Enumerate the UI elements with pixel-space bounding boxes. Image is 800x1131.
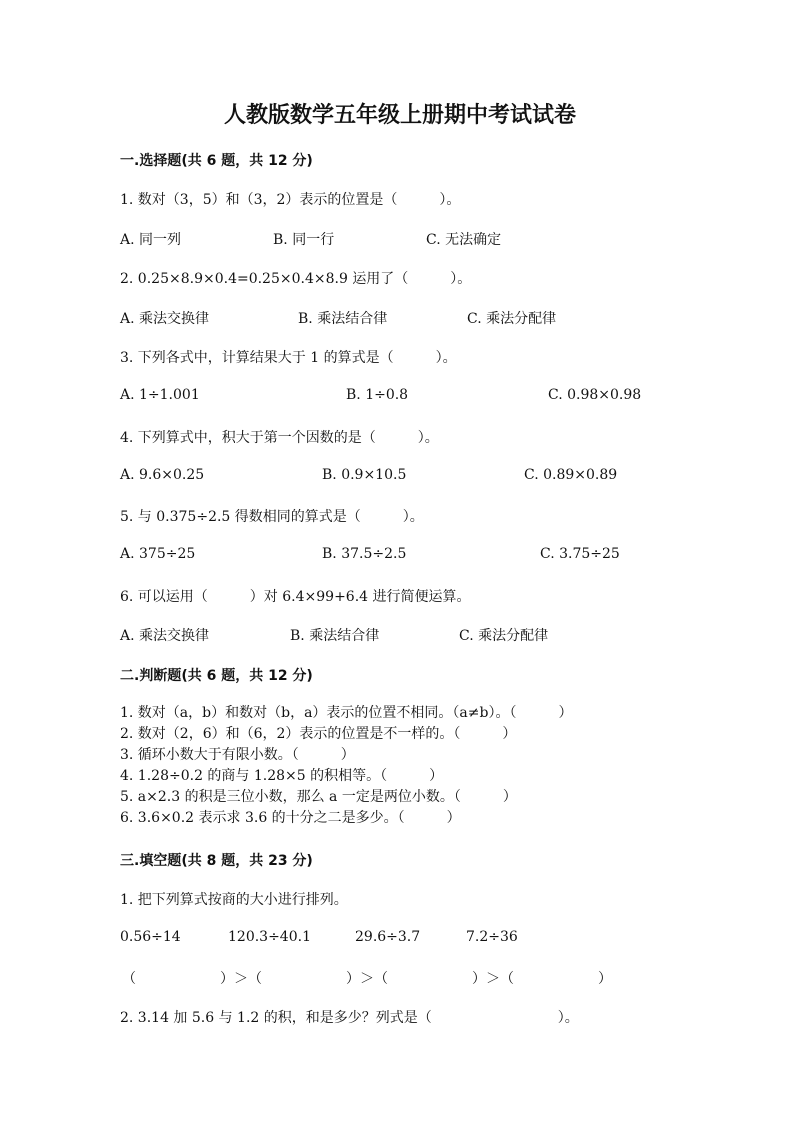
expression: 0.56÷14 [120,929,181,945]
option-a: A. 同一列 [120,232,182,248]
option-a: A. 9.6×0.25 [120,467,205,483]
option-a: A. 乘法交换律 [120,628,210,644]
true-false-item: 5. a×2.3 的积是三位小数，那么 a 一定是两位小数。（ ） [120,789,517,805]
option-c: C. 乘法分配律 [459,628,549,644]
option-b: B. 37.5÷2.5 [322,546,407,562]
expression: 120.3÷40.1 [228,929,311,945]
question-text: 2. 0.25×8.9×0.4=0.25×0.4×8.9 运用了（ ）。 [120,271,472,287]
option-b: B. 同一行 [273,232,335,248]
question-text: 4. 下列算式中，积大于第一个因数的是（ ）。 [120,430,439,446]
option-c: C. 0.98×0.98 [548,387,642,403]
true-false-item: 4. 1.28÷0.2 的商与 1.28×5 的积相等。（ ） [120,768,444,784]
section-heading-choice: 一.选择题(共 6 题，共 12 分) [120,153,313,169]
expression: 7.2÷36 [466,929,518,945]
question-text: 1. 把下列算式按商的大小进行排列。 [120,892,348,908]
option-c: C. 0.89×0.89 [524,467,618,483]
option-c: C. 3.75÷25 [540,546,620,562]
option-c: C. 乘法分配律 [467,311,557,327]
option-b: B. 乘法结合律 [290,628,380,644]
option-b: B. 1÷0.8 [346,387,409,403]
question-text: 1. 数对（3，5）和（3，2）表示的位置是（ ）。 [120,192,461,208]
true-false-item: 6. 3.6×0.2 表示求 3.6 的十分之二是多少。（ ） [120,810,461,826]
section-heading-fill-blank: 三.填空题(共 8 题，共 23 分) [120,853,313,869]
option-a: A. 1÷1.001 [120,387,200,403]
section-heading-true-false: 二.判断题(共 6 题，共 12 分) [120,668,313,684]
true-false-item: 3. 循环小数大于有限小数。（ ） [120,747,355,763]
true-false-item: 2. 数对（2，6）和（6，2）表示的位置是不一样的。（ ） [120,726,517,742]
page-title: 人教版数学五年级上册期中考试试卷 [223,103,576,128]
option-c: C. 无法确定 [426,232,502,248]
true-false-item: 1. 数对（a，b）和数对（b，a）表示的位置不相同。（a≠b）。（ ） [120,705,573,721]
question-text: 5. 与 0.375÷2.5 得数相同的算式是（ ）。 [120,509,424,525]
option-a: A. 375÷25 [120,546,196,562]
option-b: B. 乘法结合律 [298,311,388,327]
option-a: A. 乘法交换律 [120,311,210,327]
question-text: 2. 3.14 加 5.6 与 1.2 的积，和是多少？列式是（ ）。 [120,1010,579,1026]
question-text: 3. 下列各式中，计算结果大于 1 的算式是（ ）。 [120,350,457,366]
order-blanks: （ ）＞（ ）＞（ ）＞（ ） [122,971,612,987]
question-text: 6. 可以运用（ ）对 6.4×99+6.4 进行简便运算。 [120,589,471,605]
option-b: B. 0.9×10.5 [322,467,407,483]
expression: 29.6÷3.7 [355,929,421,945]
